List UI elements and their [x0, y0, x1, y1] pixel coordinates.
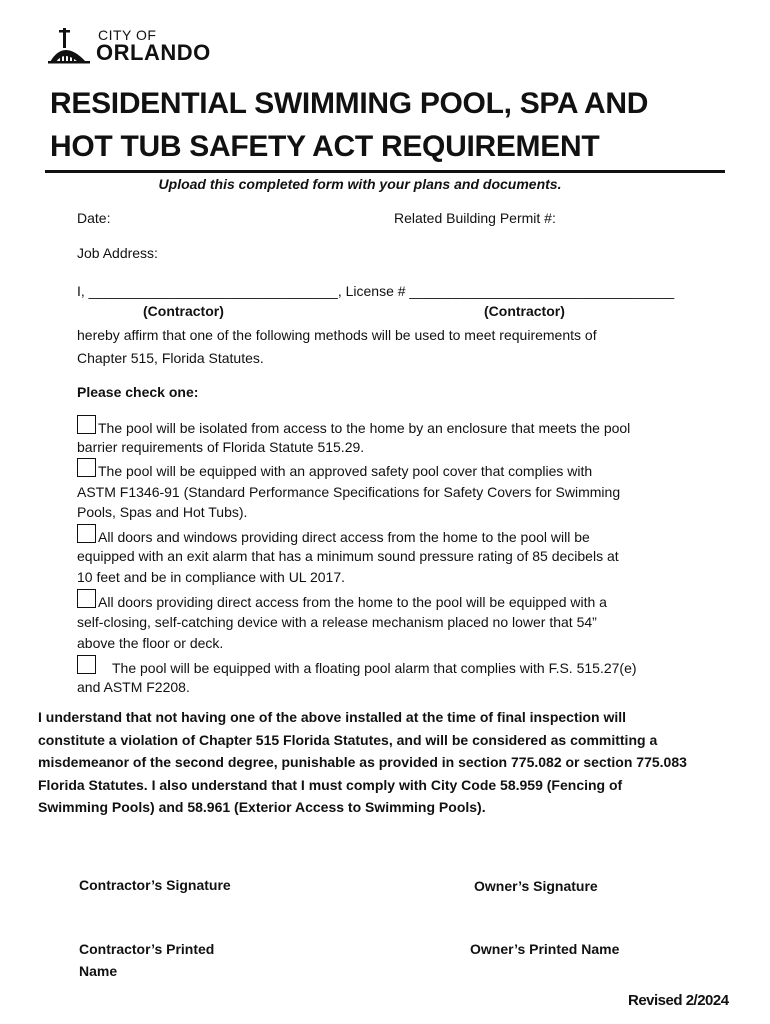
date-label: Date:	[77, 210, 111, 226]
check-prompt: Please check one:	[77, 384, 199, 400]
title-divider	[45, 170, 725, 173]
contractor-license-line[interactable]: I, ________________________________, License # __________________________________	[77, 283, 675, 299]
city-logo	[46, 26, 226, 66]
compliance-line-5: Swimming Pools) and 58.961 (Exterior Access to Swimming Pools).	[38, 799, 486, 815]
option-2-checkbox[interactable]	[77, 458, 96, 477]
contractor-caption-license: (Contractor)	[484, 303, 565, 319]
option-2-text-line-2: ASTM F1346-91 (Standard Performance Specifications for Safety Covers for Swimming	[77, 484, 621, 500]
revision-date: Revised 2/2024	[628, 992, 729, 1009]
upload-instruction: Upload this completed form with your plans and documents.	[158, 176, 562, 192]
option-4-text-line-1: All doors providing direct access from the home to the pool will be equipped with a	[98, 594, 607, 610]
option-4-text-line-3: above the floor or deck.	[77, 635, 224, 651]
contractor-signature-label: Contractor’s Signature	[79, 877, 231, 893]
affirmation-line-1: hereby affirm that one of the following methods will be used to meet requirements of	[77, 327, 597, 343]
city-hall-icon	[46, 26, 96, 66]
option-3-text-line-2: equipped with an exit alarm that has a minimum sound pressure rating of 85 decibels at	[77, 548, 619, 564]
job-address-label: Job Address:	[77, 245, 158, 261]
option-3-text-line-1: All doors and windows providing direct access from the home to the pool will be	[98, 529, 590, 545]
option-1-checkbox[interactable]	[77, 415, 96, 434]
option-2-text-line-3: Pools, Spas and Hot Tubs).	[77, 504, 248, 520]
option-3-checkbox[interactable]	[77, 524, 96, 543]
page-title-line-1: RESIDENTIAL SWIMMING POOL, SPA AND	[50, 87, 649, 120]
compliance-line-4: Florida Statutes. I also understand that I must comply with City Code 58.959 (Fencing of	[38, 776, 623, 793]
affirmation-line-2: Chapter 515, Florida Statutes.	[77, 350, 264, 366]
owner-printed-name-label: Owner’s Printed Name	[470, 941, 620, 957]
compliance-line-3: misdemeanor of the second degree, punishable as provided in section 775.082 or section 775.083	[38, 754, 687, 770]
contractor-printed-name-label-line-2: Name	[79, 963, 118, 979]
page-title-line-2: HOT TUB SAFETY ACT REQUIREMENT	[50, 130, 600, 163]
contractor-caption-name: (Contractor)	[143, 303, 224, 319]
compliance-statement	[38, 706, 728, 819]
permit-label: Related Building Permit #:	[394, 210, 556, 226]
option-4-checkbox[interactable]	[77, 589, 96, 608]
contractor-printed-name-label-line-1: Contractor’s Printed	[79, 941, 215, 957]
compliance-line-2: constitute a violation of Chapter 515 Florida Statutes, and will be considered as committing a	[38, 731, 658, 748]
option-2-text-line-1: The pool will be equipped with an approved safety pool cover that complies with	[98, 463, 593, 479]
owner-signature-label: Owner’s Signature	[474, 878, 598, 894]
logo-text-city-of: CITY OF	[98, 27, 157, 43]
option-5-text-line-2: and ASTM F2208.	[77, 679, 190, 695]
option-1-text-line-1: The pool will be isolated from access to the home by an enclosure that meets the pool	[98, 420, 631, 436]
logo-text-orlando: ORLANDO	[96, 40, 211, 65]
option-5-checkbox[interactable]	[77, 655, 96, 674]
compliance-line-1: I understand that not having one of the above installed at the time of final inspection will	[38, 709, 627, 725]
option-4-text-line-2: self-closing, self-catching device with a release mechanism placed no lower that 54”	[77, 614, 597, 630]
option-1-text-line-2: barrier requirements of Florida Statute 515.29.	[77, 439, 365, 455]
option-5-text-line-1: The pool will be equipped with a floating pool alarm that complies with F.S. 515.27(e)	[112, 660, 637, 676]
option-3-text-line-3: 10 feet and be in compliance with UL 2017.	[77, 569, 345, 585]
